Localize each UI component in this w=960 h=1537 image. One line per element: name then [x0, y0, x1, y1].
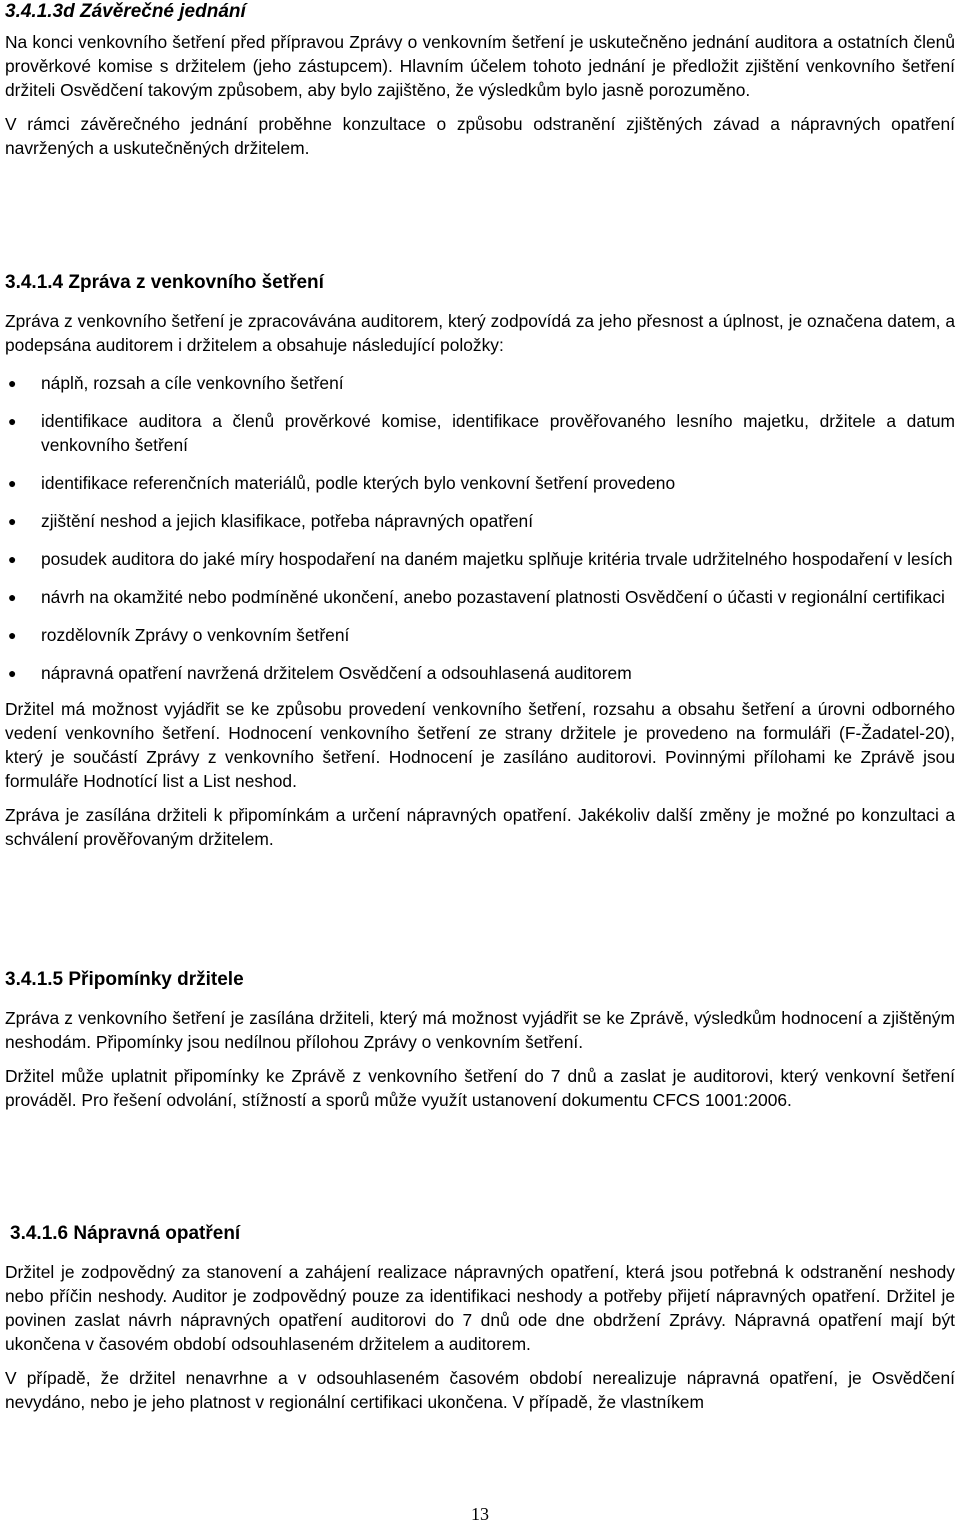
bullet-list — [5, 371, 955, 685]
paragraph: Držitel je zodpovědný za stanovení a zahájení realizace nápravných opatření, která jsou potřebná k odstranění neshody nebo příčin neshody. Auditor je zodpovědný pouze za identifikaci neshody a potřeby přijetí nápravných opatření. Držitel je povinen zaslat návrh nápravných opatření auditorovi do 7 dnů ode dne obdržení Zprávy. Nápravná opatření mají být ukončena v časovém období odsouhlaseném držitelem a auditorem. — [5, 1262, 955, 1354]
list-item-text: posudek auditora do jaké míry hospodaření na daném majetku splňuje kritéria trvale udržitelného hospodaření v lesích — [41, 549, 953, 569]
paragraph: V případě, že držitel nenavrhne a v odsouhlaseném časovém období nerealizuje nápravná opatření, je Osvědčení nevydáno, nebo je jeho platnost v regionální certifikaci ukončena. V případě, že vlastníkem — [5, 1368, 955, 1412]
bullet-icon: ● — [8, 589, 17, 605]
list-item-text: identifikace auditora a členů prověrkové komise, identifikace prověřovaného lesního majetku, držitele a datum venkovního šetření — [41, 411, 955, 455]
list-item-text: rozdělovník Zprávy o venkovním šetření — [41, 625, 350, 645]
section-zaverecne-jednani — [5, 0, 955, 160]
list-item-text: návrh na okamžité nebo podmíněné ukončení, anebo pozastavení platnosti Osvědčení o účasti v regionální certifikaci — [41, 587, 945, 607]
paragraph: Držitel může uplatnit připomínky ke Zprávě z venkovního šetření do 7 dnů a zaslat je auditorovi, který venkovní šetření prováděl. Pro řešení odvolání, stížností a sporů může využít ustanovení dokumentu CFCS 1001:2006. — [5, 1066, 955, 1110]
list-item-text: nápravná opatření navržená držitelem Osvědčení a odsouhlasená auditorem — [41, 663, 632, 683]
list-item — [5, 585, 955, 609]
list-item — [5, 409, 955, 457]
bullet-icon: ● — [8, 551, 17, 567]
list-item — [5, 661, 955, 685]
page-number: 13 — [471, 1504, 489, 1524]
section-pripominky-drzitele — [5, 968, 955, 1112]
paragraph: Zpráva z venkovního šetření je zpracovávána auditorem, který zodpovídá za jeho přesnost a úplnost, je označena datem, a podepsána auditorem i držitelem a obsahuje následující položky: — [5, 311, 955, 355]
list-item-text: zjištění neshod a jejich klasifikace, potřeba nápravných opatření — [41, 511, 534, 531]
paragraph: Na konci venkovního šetření před přípravou Zprávy o venkovním šetření je uskutečněno jednání auditora a ostatních členů prověrkové komise s držitelem (jeho zástupcem). Hlavním účelem tohoto jednání je předložit zjištění venkovního šetření držiteli Osvědčení takovým způsobem, aby bylo zajištěno, že výsledkům bylo jasně porozuměno. — [5, 32, 955, 100]
list-item-text: náplň, rozsah a cíle venkovního šetření — [41, 373, 344, 393]
paragraph: Zpráva z venkovního šetření je zasílána držiteli, který má možnost vyjádřit se ke Zprávě, výsledkům hodnocení a zjištěným neshodám. Připomínky jsou nedílnou přílohou Zprávy o venkovním šetření. — [5, 1008, 955, 1052]
paragraph: V rámci závěrečného jednání proběhne konzultace o způsobu odstranění zjištěných závad a nápravných opatření navržených a uskutečněných držitelem. — [5, 114, 955, 158]
list-item-text: identifikace referenčních materiálů, podle kterých bylo venkovní šetření provedeno — [41, 473, 676, 493]
bullet-icon: ● — [8, 513, 17, 529]
section-heading: 3.4.1.5 Připomínky držitele — [5, 969, 244, 990]
list-item — [5, 547, 955, 571]
paragraph: Zpráva je zasílána držiteli k připomínkám a určení nápravných opatření. Jakékoliv další změny je možné po konzultaci a schválení prověřovaným držitelem. — [5, 805, 955, 849]
bullet-icon: ● — [8, 665, 17, 681]
section-heading: 3.4.1.4 Zpráva z venkovního šetření — [5, 272, 324, 293]
list-item — [5, 371, 955, 395]
section-heading: 3.4.1.6 Nápravná opatření — [10, 1223, 241, 1244]
list-item — [5, 471, 955, 495]
list-item — [5, 623, 955, 647]
bullet-icon: ● — [8, 475, 17, 491]
section-heading: 3.4.1.3d Závěrečné jednání — [5, 1, 246, 22]
bullet-icon: ● — [8, 627, 17, 643]
section-napravna-opatreni — [5, 1222, 955, 1414]
bullet-icon: ● — [8, 375, 17, 391]
section-zprava-z-venkovniho-setreni — [5, 271, 955, 851]
paragraph: Držitel má možnost vyjádřit se ke způsobu provedení venkovního šetření, rozsahu a obsahu šetření a úrovni odborného vedení venkovního šetření. Hodnocení venkovního šetření ze strany držitele je provedeno na formuláři (F-Žadatel-20), který je součástí Zprávy z venkovního šetření. Hodnocení je zasíláno auditorovi. Povinnými přílohami ke Zprávě jsou formuláře Hodnotící list a List neshod. — [5, 699, 955, 791]
list-item — [5, 509, 955, 533]
bullet-icon: ● — [8, 413, 17, 429]
